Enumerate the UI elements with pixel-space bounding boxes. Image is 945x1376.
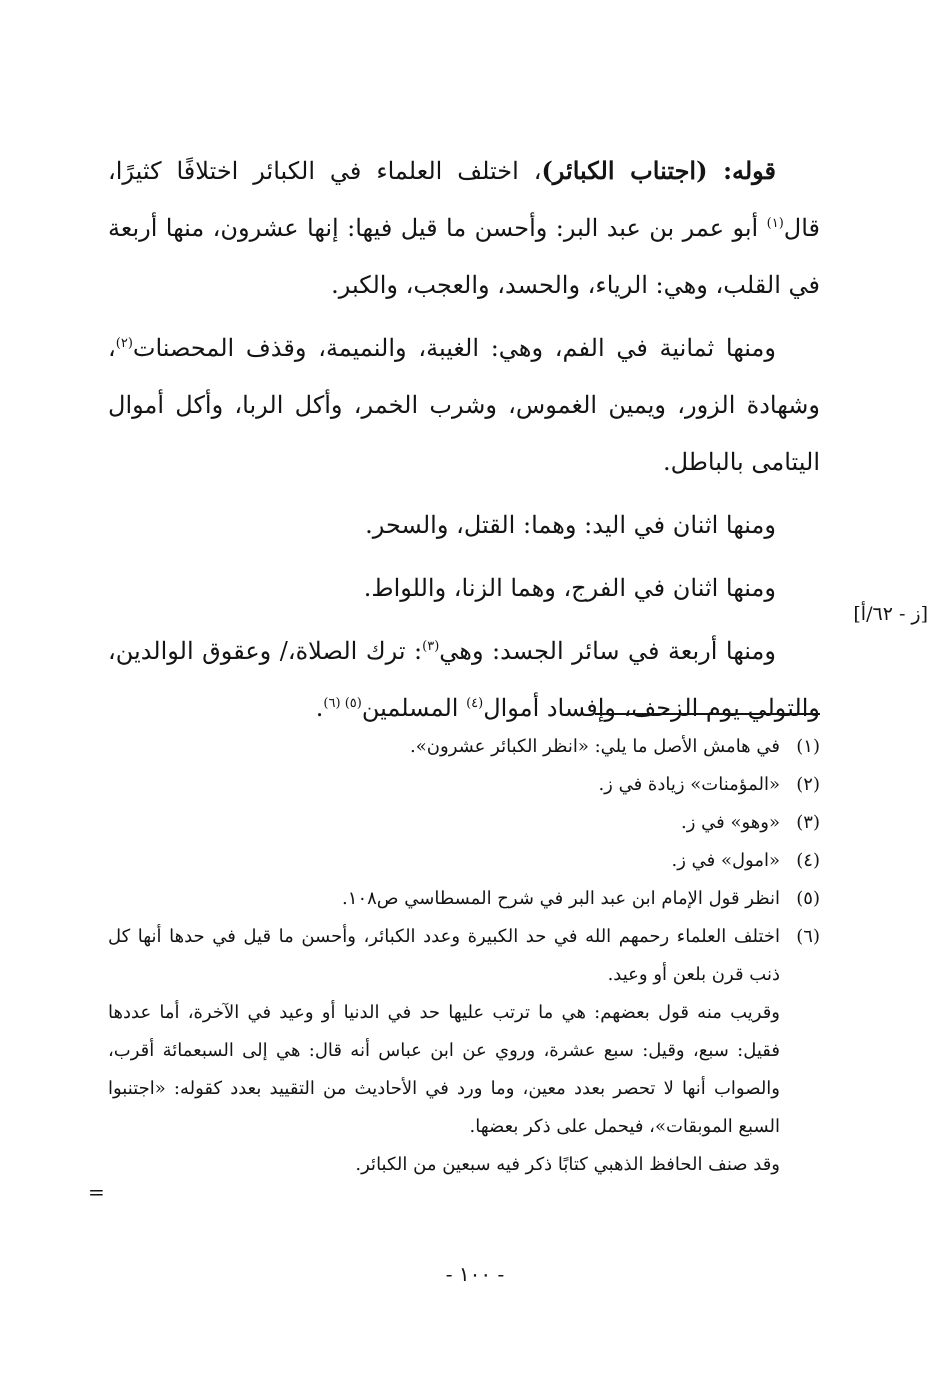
footnote-item [108, 880, 820, 918]
footnote-text: «المؤمنات» زيادة في ز. [598, 774, 780, 795]
paragraph-text: : ترك الصلاة،/ وعقوق الوالدين، والتولي يوم الزحف، وإفساد أموال [108, 637, 820, 722]
footnote-divider [595, 713, 820, 715]
paragraph-text: ومنها ثمانية في الفم، وهي: الغيبة، والنميمة، وقذف المحصنات [132, 334, 776, 362]
footnote-number: (١) [796, 736, 820, 757]
footnote-ref: (٢) [115, 336, 133, 351]
footnotes [108, 728, 820, 1184]
footnote-number: (٢) [796, 774, 820, 795]
footnote-text: انظر قول الإمام ابن عبد البر في شرح المسطاسي ص١٠٨. [342, 888, 780, 909]
footnote-number: (٦) [796, 926, 820, 947]
footnote-ref: (١) [766, 216, 784, 231]
main-text [108, 142, 820, 743]
footnote-ref: (٣) [422, 639, 440, 654]
footnote-item [108, 842, 820, 880]
footnote-ref: (٥) (٦) [323, 696, 362, 711]
paragraph-text: أبو عمر بن عبد البر: وأحسن ما قيل فيها: إنها عشرون، منها أربعة في القلب، وهي: الرياء، والحسد، والعجب، والكبر. [108, 214, 820, 299]
footnote-item [108, 804, 820, 842]
paragraph-text: ، وشهادة الزور، ويمين الغموس، وشرب الخمر، وأكل الربا، وأكل أموال اليتامى بالباطل. [108, 334, 820, 476]
footnote-item [108, 766, 820, 804]
footnote-continuation: وقد صنف الحافظ الذهبي كتابًا ذكر فيه سبعين من الكبائر. [355, 1154, 780, 1175]
paragraph-1 [108, 142, 820, 314]
footnote-continuation: وقريب منه قول بعضهم: هي ما ترتب عليها حد في الدنيا أو وعيد في الآخرة، أما عددها فقيل: سبع، وقيل: سبع عشرة، وروي عن ابن عباس أنه قال: هي إلى السبعمائة أقرب، والصواب أنها لا تحصر بعدد معين، وما ورد في الأحاديث من التقييد بعدد كقوله: «اجتنبوا السبع الموبقات»، فيحمل على ذكر بعضها. [108, 1002, 780, 1137]
footnote-text: «وهو» في ز. [681, 812, 780, 833]
paragraph-text: ومنها أربعة في سائر الجسد: وهي [439, 637, 776, 665]
footnote-text: اختلف العلماء رحمهم الله في حد الكبيرة وعدد الكبائر، وأحسن ما قيل في حدها أنها كل ذنب قرن بلعن أو وعيد. [108, 926, 780, 985]
continuation-mark: = [88, 1180, 105, 1204]
footnote-number: (٤) [796, 850, 820, 871]
page-number: - ١٠٠ - [445, 1262, 505, 1286]
paragraph-text: ، اختلف العلماء في الكبائر اختلافًا كثيرًا، قال [108, 157, 820, 242]
manuscript-margin-ref: [ز - ٦٢/أ] [853, 603, 928, 625]
footnote-number: (٥) [796, 888, 820, 909]
paragraph-text: . [315, 694, 324, 722]
paragraph-3: ومنها اثنان في اليد: وهما: القتل، والسحر. [365, 511, 776, 539]
paragraph-4: ومنها اثنان في الفرج، وهما الزنا، واللواط. [363, 574, 776, 602]
footnote-item [108, 728, 820, 766]
paragraph-5 [108, 623, 820, 737]
paragraph-text: المسلمين [361, 694, 467, 722]
footnote-number: (٣) [796, 812, 820, 833]
footnote-text: «امول» في ز. [671, 850, 780, 871]
heading-quote: قوله: (اجتناب الكبائر) [541, 156, 776, 185]
paragraph-2 [108, 320, 820, 491]
footnote-text: في هامش الأصل ما يلي: «انظر الكبائر عشرون». [410, 736, 780, 757]
footnote-item [108, 918, 820, 994]
footnote-ref: (٤) [466, 696, 484, 711]
